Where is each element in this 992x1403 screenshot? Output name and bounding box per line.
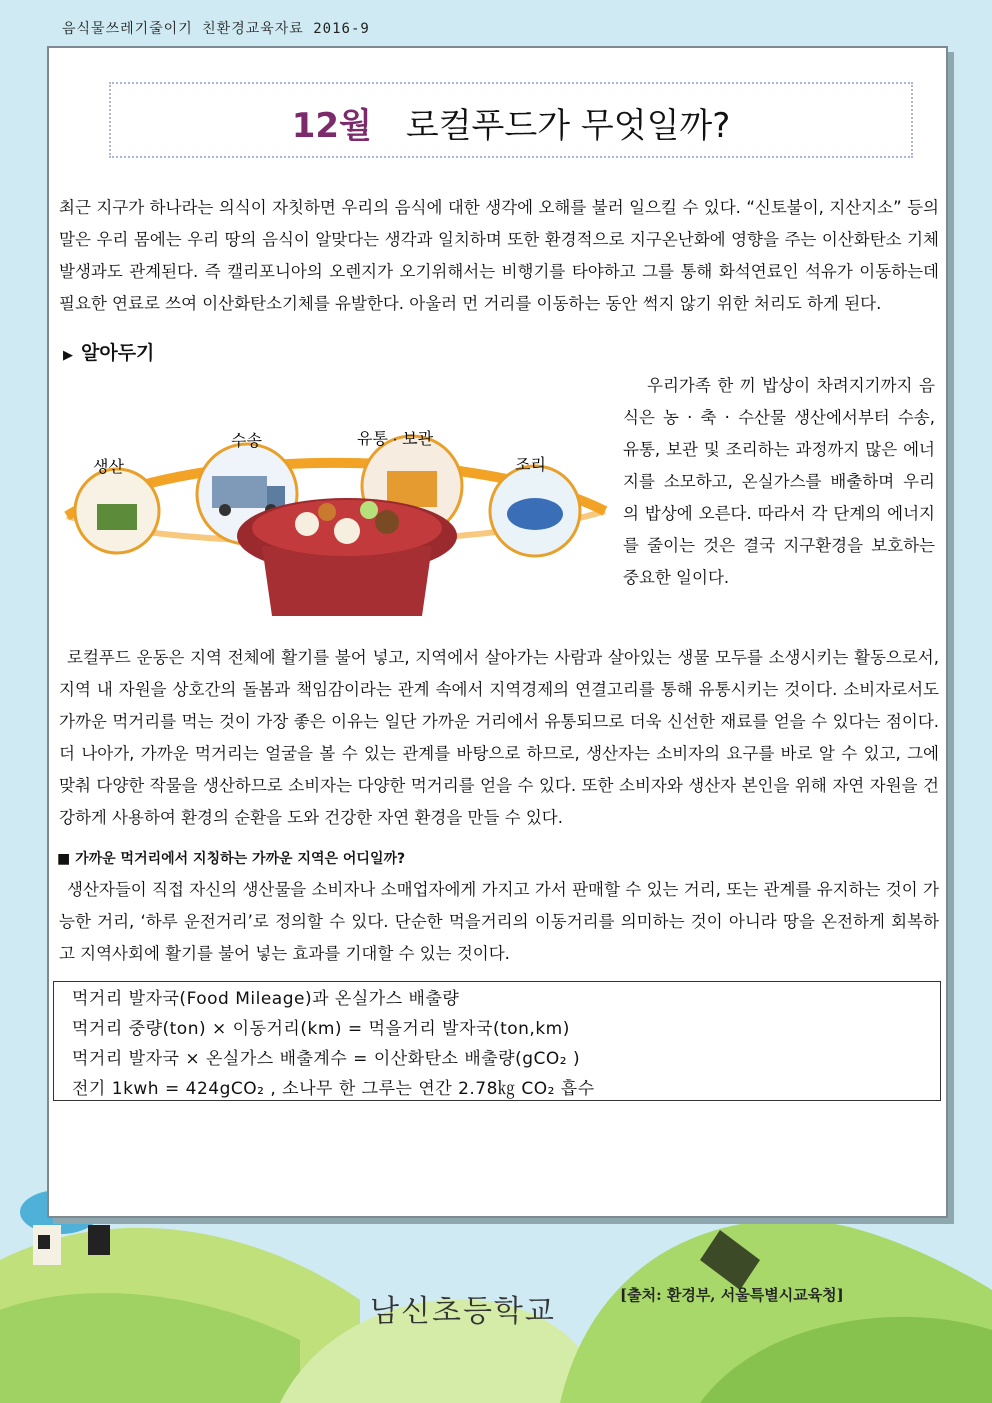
intro-paragraph: 최근 지구가 하나라는 의식이 자칫하면 우리의 음식에 대한 생각에 오해를 불러 일으킬 수 있다. “신토불이, 지산지소” 등의 말은 우리 몸에는 우리 땅의 음식이 알맞다는 생각과 일치하며 또한 환경적으로 지구온난화에 영향을 주는 이산화탄소 기체 발생과도 관계된다. 즉 캘리포니아의 오렌지가 오기위해서는 비행기를 타야하고 그를 통해 화석연료인 석유가 이동하는데 필요한 연료로 쓰여 이산화탄소기체를 유발한다. 아울러 먼 거리를 이동하는 동안 썩지 않기 위한 처리도 하게 된다. bbox=[59, 198, 939, 313]
subsection-heading: ■ 가까운 먹거리에서 지칭하는 가까운 지역은 어디일까? bbox=[57, 851, 406, 867]
stage-label-production: 생산 bbox=[93, 459, 124, 476]
formula-line: 전기 1kwh = 424gCO₂ , 소나무 한 그루는 연간 2.78㎏ CO₂ 흡수 bbox=[72, 1079, 595, 1099]
formula-line: 먹거리 중량(ton) × 이동거리(km) = 먹을거리 발자국(ton,km) bbox=[72, 1019, 570, 1039]
localfood-paragraph: 로컬푸드 운동은 지역 전체에 활기를 불어 넣고, 지역에서 살아가는 사람과 살아있는 생물 모두를 소생시키는 활동으로서, 지역 내 자원을 상호간의 돌봄과 책임감이라는 관계 속에서 지역경제의 연결고리를 통해 유통시키는 것이다. 소비자로서도 가까운 먹거리를 먹는 것이 가장 좋은 이유는 일단 가까운 거리에서 유통되므로 더욱 신선한 재료를 얻을 수 있다는 점이다. 더 나아가, 가까운 먹거리는 얼굴을 볼 수 있는 관계를 바탕으로 하므로, 생산자는 소비자의 요구를 바로 알 수 있고, 그에 맞춰 다양한 작물을 생산하므로 소비자는 다양한 먹거리를 얻을 수 있다. 또한 소비자와 생산자 본인을 위해 자연 자원을 건강하게 사용하여 환경의 순환을 도와 건강한 자연 환경을 만들 수 있다. bbox=[59, 648, 939, 827]
page-title bbox=[111, 98, 911, 147]
title-month: 12월 bbox=[291, 106, 372, 146]
school-name: 남신초등학교 bbox=[370, 1294, 556, 1329]
source-citation: [출처: 환경부, 서울특별시교육청] bbox=[620, 1286, 844, 1304]
title-text: 로컬푸드가 무엇일까? bbox=[405, 106, 731, 146]
formula-line: 먹거리 발자국 × 온실가스 배출계수 = 이산화탄소 배출량(gCO₂ ) bbox=[72, 1049, 581, 1069]
stage-label-cooking: 조리 bbox=[515, 457, 546, 474]
section-heading bbox=[63, 338, 154, 365]
header-label: 음식물쓰레기줄이기 친환경교육자료 2016-9 bbox=[62, 21, 370, 37]
distance-paragraph: 생산자들이 직접 자신의 생산물을 소비자나 소매업자에게 가지고 가서 판매할 수 있는 거리, 또는 관계를 유지하는 것이 가능한 거리, ‘하루 운전거리’로 정의할 수 있다. 단순한 먹을거리의 이동거리를 의미하는 것이 아니라 땅을 온전하게 회복하고 지역사회에 활기를 불어 넣는 효과를 기대할 수 있는 것이다. bbox=[59, 880, 939, 963]
energy-paragraph: 우리가족 한 끼 밥상이 차려지기까지 음식은 농 · 축 · 수산물 생산에서부터 수송, 유통, 보관 및 조리하는 과정까지 많은 에너지를 소모하고, 온실가스를 배출하며 우리의 밥상에 오른다. 따라서 각 단계의 에너지를 줄이는 것은 결국 지구환경을 보호하는 중요한 일이다. bbox=[623, 376, 935, 587]
food-journey-illustration bbox=[57, 386, 615, 642]
section-heading-label: 알아두기 bbox=[81, 342, 155, 364]
stage-label-distribution: 유통 · 보관 bbox=[357, 431, 434, 448]
content-panel bbox=[47, 46, 948, 1218]
triangle-icon: ▶ bbox=[63, 348, 73, 363]
formula-box bbox=[53, 981, 941, 1101]
formula-line: 먹거리 발자국(Food Mileage)과 온실가스 배출량 bbox=[72, 989, 460, 1009]
stage-label-transport: 수송 bbox=[231, 433, 262, 450]
title-box bbox=[109, 82, 913, 158]
